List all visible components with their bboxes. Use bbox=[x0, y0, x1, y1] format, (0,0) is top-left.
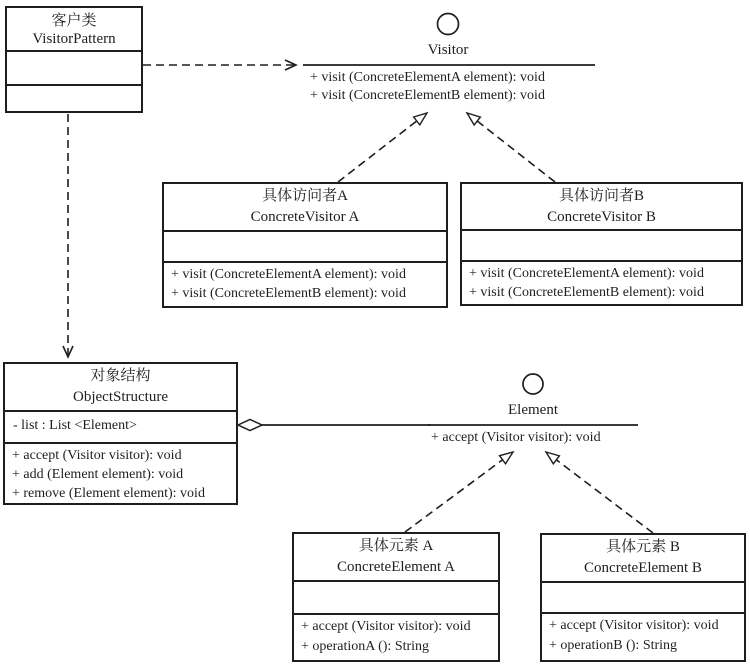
method-line: + visit (ConcreteElementA element): void bbox=[310, 70, 545, 85]
visitor-interface-methods bbox=[310, 69, 545, 104]
realization-concreteelementb-to-element bbox=[546, 452, 653, 533]
method-line: + accept (Visitor visitor): void bbox=[549, 618, 719, 633]
class-title bbox=[7, 8, 141, 52]
attribute-line: - list : List <Element> bbox=[13, 418, 137, 433]
method-line: + operationA (): String bbox=[301, 638, 430, 654]
element-interface-lollipop-icon bbox=[523, 374, 543, 394]
class-title-en: ConcreteElement B bbox=[584, 560, 702, 576]
class-title bbox=[462, 184, 741, 231]
attributes-compartment bbox=[542, 583, 744, 614]
realization-concretevisitora-to-visitor bbox=[338, 113, 427, 182]
visitor-interface-lollipop-icon bbox=[438, 14, 459, 35]
class-concrete-visitor-b bbox=[460, 182, 743, 306]
class-title-en: ConcreteElement A bbox=[337, 559, 455, 575]
aggregation-diamond-icon bbox=[238, 420, 262, 431]
element-interface-methods bbox=[431, 429, 601, 447]
class-title-cn: 具体访问者A bbox=[262, 188, 348, 204]
attributes-compartment bbox=[7, 52, 141, 86]
attributes-compartment bbox=[462, 231, 741, 262]
class-title bbox=[5, 364, 236, 412]
attributes-compartment bbox=[164, 232, 446, 263]
class-title-cn: 对象结构 bbox=[90, 368, 151, 384]
method-line: + add (Element element): void bbox=[12, 467, 184, 482]
method-line: + accept (Visitor visitor): void bbox=[431, 430, 601, 445]
method-line: + visit (ConcreteElementB element): void bbox=[171, 286, 406, 301]
class-title-cn: 具体元素 A bbox=[358, 538, 434, 554]
methods-compartment bbox=[164, 263, 446, 306]
methods-compartment bbox=[5, 444, 236, 503]
class-concrete-visitor-a bbox=[162, 182, 448, 308]
class-title-en: ObjectStructure bbox=[73, 389, 168, 405]
class-title-cn: 具体元素 B bbox=[606, 539, 680, 555]
class-object-structure bbox=[3, 362, 238, 505]
class-concrete-element-a bbox=[292, 532, 500, 662]
class-title-en: ConcreteVisitor A bbox=[250, 209, 360, 225]
element-interface-name: Element bbox=[508, 402, 558, 418]
class-title-en: ConcreteVisitor B bbox=[547, 209, 656, 225]
class-title-cn: 具体访问者B bbox=[558, 188, 644, 204]
method-line: + remove (Element element): void bbox=[12, 486, 205, 501]
class-title-en: VisitorPattern bbox=[32, 31, 116, 47]
method-line: + accept (Visitor visitor): void bbox=[301, 619, 471, 634]
method-line: + accept (Visitor visitor): void bbox=[12, 448, 182, 463]
methods-compartment bbox=[294, 615, 498, 660]
class-title bbox=[294, 534, 498, 582]
class-title bbox=[164, 184, 446, 232]
methods-compartment bbox=[462, 262, 741, 304]
realization-concretevisitorb-to-visitor bbox=[467, 113, 555, 182]
class-visitor-pattern bbox=[5, 6, 143, 113]
methods-compartment bbox=[542, 614, 744, 660]
method-line: + visit (ConcreteElementB element): void bbox=[469, 285, 704, 300]
methods-compartment bbox=[7, 86, 141, 111]
attributes-compartment bbox=[5, 412, 236, 444]
class-title bbox=[542, 535, 744, 583]
visitor-interface-name: Visitor bbox=[427, 42, 469, 58]
method-line: + operationB (): String bbox=[549, 637, 678, 653]
class-title-cn: 客户类 bbox=[51, 13, 97, 29]
attributes-compartment bbox=[294, 582, 498, 615]
method-line: + visit (ConcreteElementB element): void bbox=[310, 87, 545, 103]
realization-concreteelementa-to-element bbox=[405, 452, 513, 532]
method-line: + visit (ConcreteElementA element): void bbox=[171, 267, 406, 282]
class-concrete-element-b bbox=[540, 533, 746, 662]
method-line: + visit (ConcreteElementA element): void bbox=[469, 266, 704, 281]
